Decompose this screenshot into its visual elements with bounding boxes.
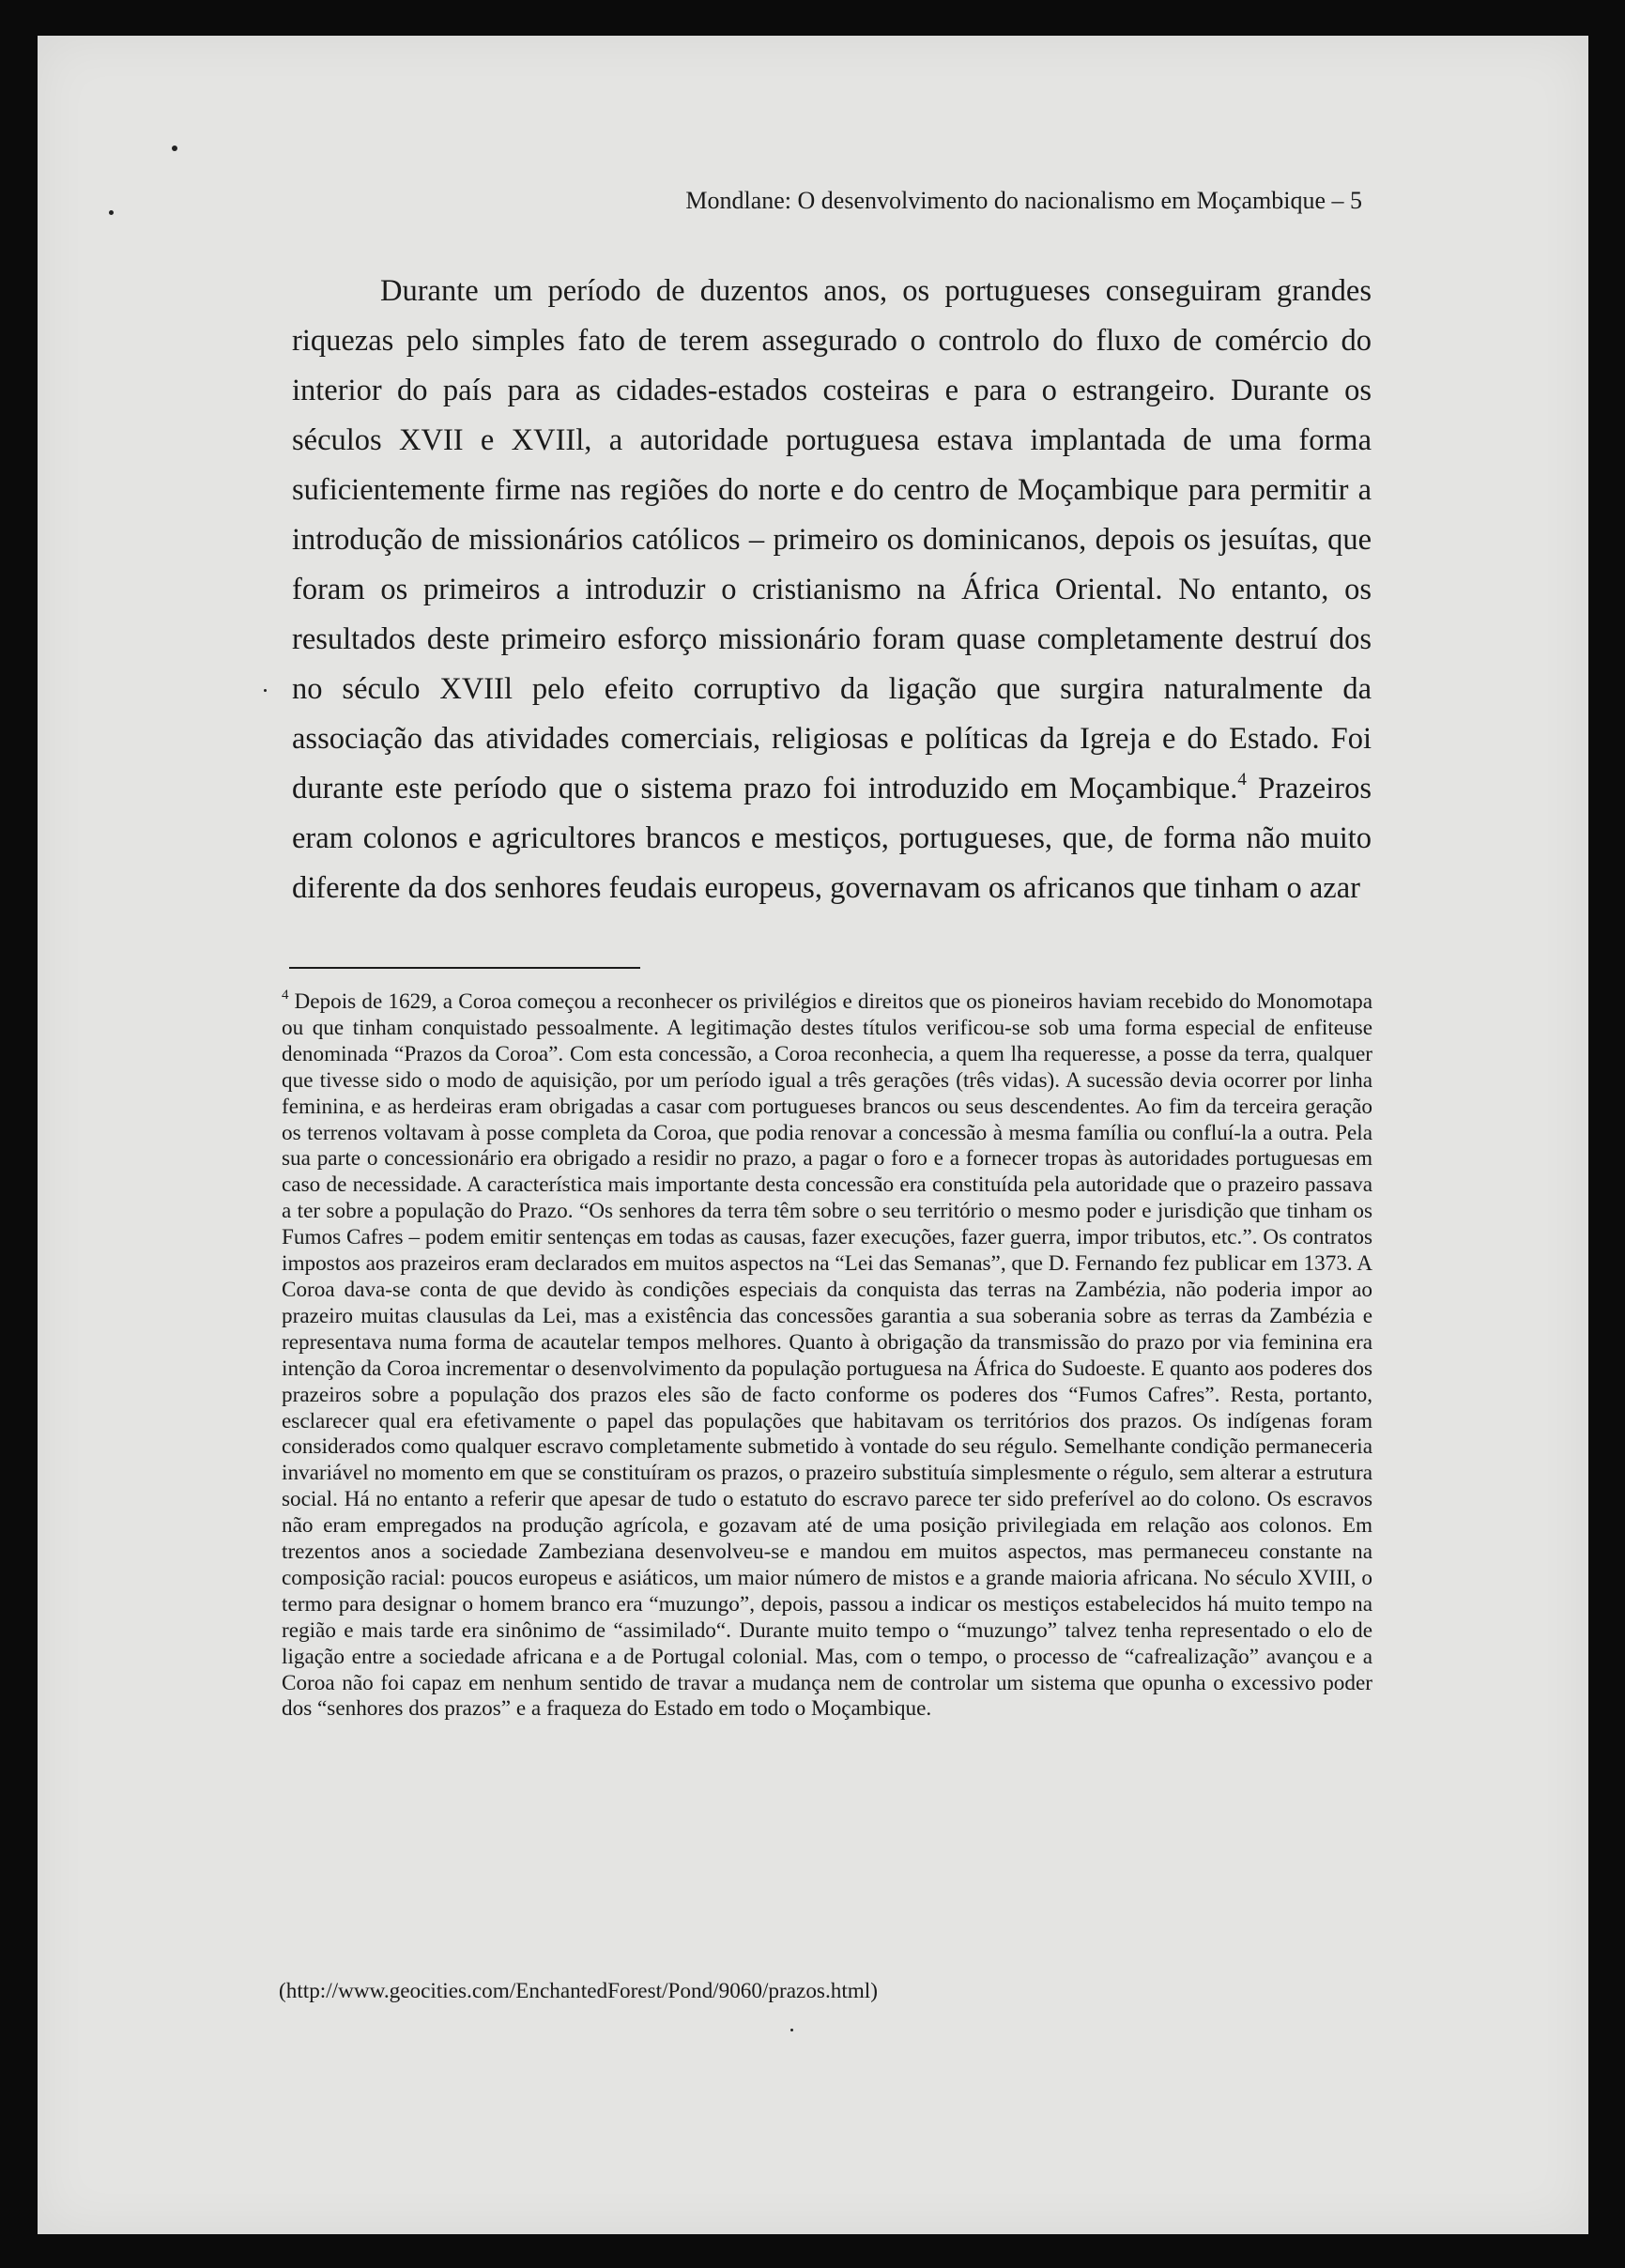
footnote-source-url: (http://www.geocities.com/EnchantedForest/Pond/9060/prazos.html) bbox=[279, 1979, 878, 2003]
scan-speck bbox=[109, 210, 114, 215]
footnote-body bbox=[282, 989, 1372, 1723]
running-header: Mondlane: O desenvolvimento do nacionalismo em Moçambique – 5 bbox=[685, 187, 1362, 214]
scan-speck bbox=[790, 2029, 793, 2031]
scan-speck bbox=[264, 689, 267, 692]
body-text-part-2: Prazeiros eram colonos e agricultores brancos e mestiços, portugueses, que, de forma não muito diferente da dos senhores feudais europeus, governavam os africanos que tinham o azar bbox=[292, 772, 1372, 905]
footnote-separator bbox=[289, 967, 640, 969]
footnote-number: 4 bbox=[282, 988, 289, 1003]
scan-speck bbox=[172, 146, 177, 151]
footnote bbox=[282, 989, 1372, 1723]
scanned-page bbox=[38, 36, 1588, 2234]
body-paragraph bbox=[292, 267, 1372, 913]
footnote-text: Depois de 1629, a Coroa começou a reconhecer os privilégios e direitos que os pioneiros haviam recebido do Monomotapa ou que tinham conquistado pessoalmente. A legitimação destes títulos verificou-se sob uma forma especial de enfiteuse denominada “Prazos da Coroa”. Com esta concessão, a Coroa reconhecia, a quem lha requeresse, a posse da terra, qualquer que tivesse sido o modo de aquisição, por um período igual a três gerações (três vidas). A sucessão devia ocorrer por linha feminina, e as herdeiras eram obrigadas a casar com portugueses brancos ou seus descendentes. Ao fim da terceira geração os terrenos voltavam à posse completa da Coroa, que podia renovar a concessão à mesma família ou confluí-la a outra. Pela sua parte o concessionário era obrigado a residir no prazo, a pagar o foro e a fornecer tropas às autoridades portuguesas em caso de necessidade. A característica mais importante desta concessão era constituída pela autoridade que o prazeiro passava a ter sobre a população do Prazo. “Os senhores da terra têm sobre o seu território o mesmo poder e jurisdição que tinham os Fumos Cafres – podem emitir sentenças em todas as causas, fazer execuções, fazer guerra, impor tributos, etc.”. Os contratos impostos aos prazeiros eram declarados em muitos aspectos na “Lei das Semanas”, que D. Fernando fez publicar em 1373. A Coroa dava-se conta de que devido às condições especiais da conquista das terras na Zambézia, não poderia impor ao prazeiro muitas clausulas da Lei, mas a existência das concessões garantia a sua soberania sobre as terras da Zambézia e representava numa forma de acautelar tempos melhores. Quanto à obrigação da transmissão do prazo por via feminina era intenção da Coroa incrementar o desenvolvimento da população portuguesa na África do Sudoeste. E quanto aos poderes dos prazeiros sobre a população dos prazos eles são de facto conforme os poderes dos “Fumos Cafres”. Resta, portanto, esclarecer qual era efetivamente o papel das populações que habitavam os territórios dos prazos. Os indígenas foram considerados como qualquer escravo completamente submetido à vontade do seu régulo. Semelhante condição permaneceria invariável no momento em que se constituíram os prazos, o prazeiro substituía simplesmente o régulo, sem alterar a estrutura social. Há no entanto a referir que apesar de tudo o estatuto do escravo parece ter sido preferível ao do colono. Os escravos não eram empregados na produção agrícola, e gozavam até de uma posição privilegiada em relação aos colonos. Em trezentos anos a sociedade Zambeziana desenvolveu-se e mandou em muitos aspectos, mas permaneceu constante na composição racial: poucos europeus e asiáticos, um maior número de mistos e a grande maioria africana. No século XVIII, o termo para designar o homem branco era “muzungo”, depois, passou a indicar os mestiços estabelecidos há muito tempo na região e mais tarde era sinônimo de “assimilado“. Durante muito tempo o “muzungo” talvez tenha representado o elo de ligação entre a sociedade africana e a de Portugal colonial. Mas, com o tempo, o processo de “cafrealização” avançou e a Coroa não foi capaz em nenhum sentido de travar a mudança nem de controlar um sistema que opunha o excessivo poder dos “senhores dos prazos” e a fraqueza do Estado em todo o Moçambique. bbox=[282, 989, 1372, 1722]
footnote-reference: 4 bbox=[1237, 770, 1247, 789]
body-text-part-1: Durante um período de duzentos anos, os portugueses conseguiram grandes riquezas pelo simples fato de terem assegurado o controlo do fluxo de comércio do interior do país para as cidades-estados costeiras e para o estrangeiro. Durante os séculos XVII e XVIIl, a autoridade portuguesa estava implantada de uma forma suficientemente firme nas regiões do norte e do centro de Moçambique para permitir a introdução de missionários católicos – primeiro os dominicanos, depois os jesuítas, que foram os primeiros a introduzir o cristianismo na África Oriental. No entanto, os resultados deste primeiro esforço missionário foram quase completamente destruí dos no século XVIIl pelo efeito corruptivo da ligação que surgira naturalmente da associação das atividades comerciais, religiosas e políticas da Igreja e do Estado. Foi durante este período que o sistema prazo foi introduzido em Moçambique. bbox=[292, 274, 1372, 805]
